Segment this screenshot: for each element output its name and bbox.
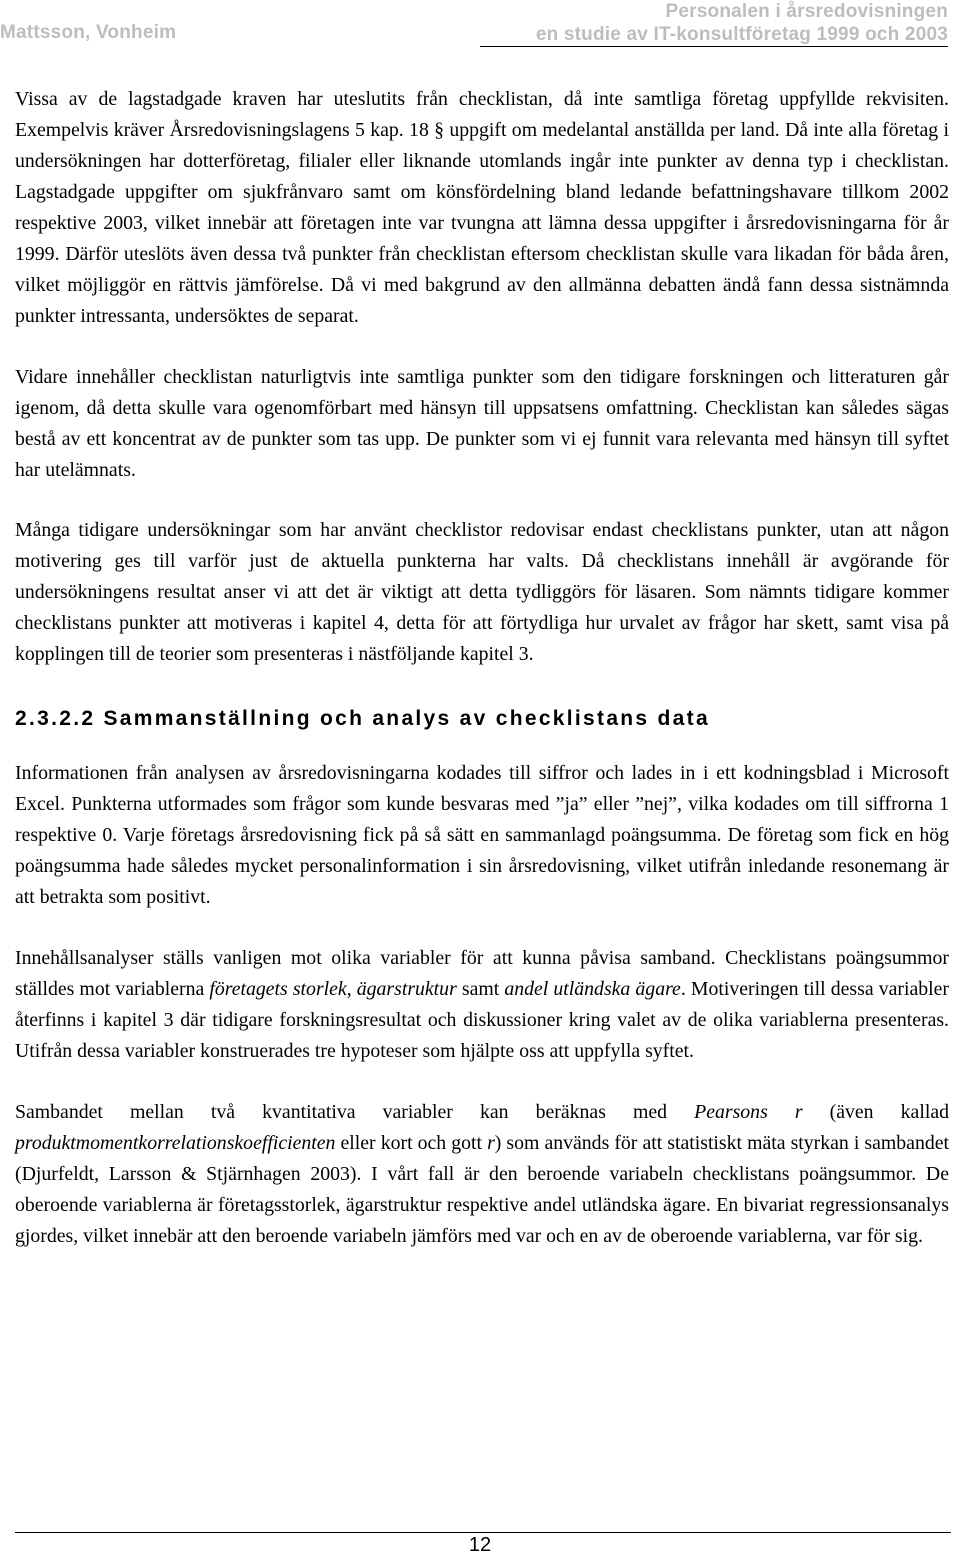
paragraph-6-italic-b: Pearsons r	[694, 1101, 803, 1123]
section-heading: 2.3.2.2 Sammanställning och analys av checklistans data	[15, 707, 710, 730]
header-title	[536, 0, 948, 46]
header-title-line1: Personalen i årsredovisningen	[665, 1, 948, 22]
paragraph-5	[15, 943, 949, 1067]
paragraph-6-text-g: ) som används för att statistiskt mäta styrkan i sambandet (Djurfeldt, Larsson & Stjärnhagen 2003). I vårt fall är den beroende variabeln checklistans poängsummor. De oberoende variablerna är företagsstorlek, ägarstruktur respektive andel utländska ägare. En bivariat regressionsanalys gjordes, vilket innebär att den beroende variabeln jämförs med var och en av de oberoende variablerna, var för sig.	[15, 1132, 949, 1247]
paragraph-6-text-c: (även kallad	[802, 1101, 949, 1123]
paragraph-5-italic-f: andel utländska ägare	[504, 978, 681, 1000]
header-authors: Mattsson, Vonheim	[0, 22, 177, 43]
paragraph-4: Informationen från analysen av årsredovisningarna kodades till siffror och lades in i ett kodningsblad i Microsoft Excel. Punkterna utformades som frågor som kunde besvaras med ”ja” eller ”nej”, vilka kodades om till siffrorna 1 respektive 0. Varje företags årsredovisning fick på så sätt en sammanlagd poängsumma. De företag som fick en hög poängsumma hade således mycket personalinformation i sin årsredovisning, vilket utifrån inledande resonemang är att betrakta som positivt.	[15, 762, 949, 908]
paragraph-5-text-a: Innehållsanalyser ställs vanligen mot olika variabler för att kunna påvisa samband. Checklistans poängsummor ställdes mot variablerna	[15, 947, 949, 1000]
page-body	[15, 84, 949, 1252]
paragraph-6-text-e: eller kort och gott	[335, 1132, 488, 1154]
paragraph-6-italic-d: produktmomentkorrelationskoefficienten	[15, 1132, 336, 1154]
paragraph-5-text-c: ,	[346, 978, 357, 1000]
header-rule	[480, 46, 948, 47]
paragraph-5-italic-b: företagets storlek	[209, 978, 347, 1000]
paragraph-1: Vissa av de lagstadgade kraven har uteslutits från checklistan, då inte samtliga företag uppfyllde rekvisiten. Exempelvis kräver Årsredovisningslagens 5 kap. 18 § uppgift om medelantal anställda per land. Då inte alla företag i undersökningen har dotterföretag, filialer eller liknande utomlands ingår inte punkter av denna typ i checklistan. Lagstadgade uppgifter om sjukfrånvaro samt om könsfördelning bland ledande befattningshavare tillkom 2002 respektive 2003, vilket innebär att företagen inte var tvungna att lämna dessa uppgifter i årsredovisningarna för år 1999. Därför uteslöts även dessa två punkter från checklistan eftersom checklistan skulle vara likadan för båda åren, vilket möjliggör en rättvis jämförelse. Då vi med bakgrund av den allmänna debatten ändå fann dessa sistnämnda punkter intressanta, undersöktes de separat.	[15, 88, 949, 327]
page-header	[0, 0, 960, 50]
paragraph-5-text-g: . Motiveringen till dessa variabler återfinns i kapitel 3 där tidigare forskningsresultat och diskussioner kring valet av de olika variablerna presenteras. Utifrån dessa variabler konstruerades tre hypoteser som hjälpte oss att uppfylla syftet.	[15, 978, 949, 1062]
paragraph-6-text-a: Sambandet mellan två kvantitativa variabler kan beräknas med	[15, 1101, 695, 1123]
paragraph-5-italic-d: ägarstruktur	[356, 978, 457, 1000]
paragraph-2: Vidare innehåller checklistan naturligtvis inte samtliga punkter som den tidigare forskningen och litteraturen går igenom, då detta skulle vara ogenomförbart med hänsyn till uppsatsens omfattning. Checklistan kan således sägas bestå av ett koncentrat av de punkter som tas upp. De punkter som vi ej funnit vara relevanta med hänsyn till syftet har utelämnats.	[15, 366, 949, 481]
page-number: 12	[468, 1534, 492, 1556]
paragraph-3: Många tidigare undersökningar som har använt checklistor redovisar endast checklistans punkter, utan att någon motivering ges till varför just de aktuella punkterna har valts. Då checklistans innehåll är avgörande för undersökningens resultat anser vi att det är viktigt att detta tydliggörs för läsaren. Som nämnts tidigare kommer checklistans punkter att motiveras i kapitel 4, detta för att förtydliga hur urvalet av frågor har skett, samt visa på kopplingen till de teorier som presenteras i nästföljande kapitel 3.	[15, 519, 949, 665]
paragraph-6	[15, 1097, 949, 1252]
paragraph-5-text-e: samt	[456, 978, 505, 1000]
paragraph-6-italic-f: r	[487, 1132, 495, 1154]
header-title-line2: en studie av IT-konsultföretag 1999 och 2003	[535, 24, 948, 45]
